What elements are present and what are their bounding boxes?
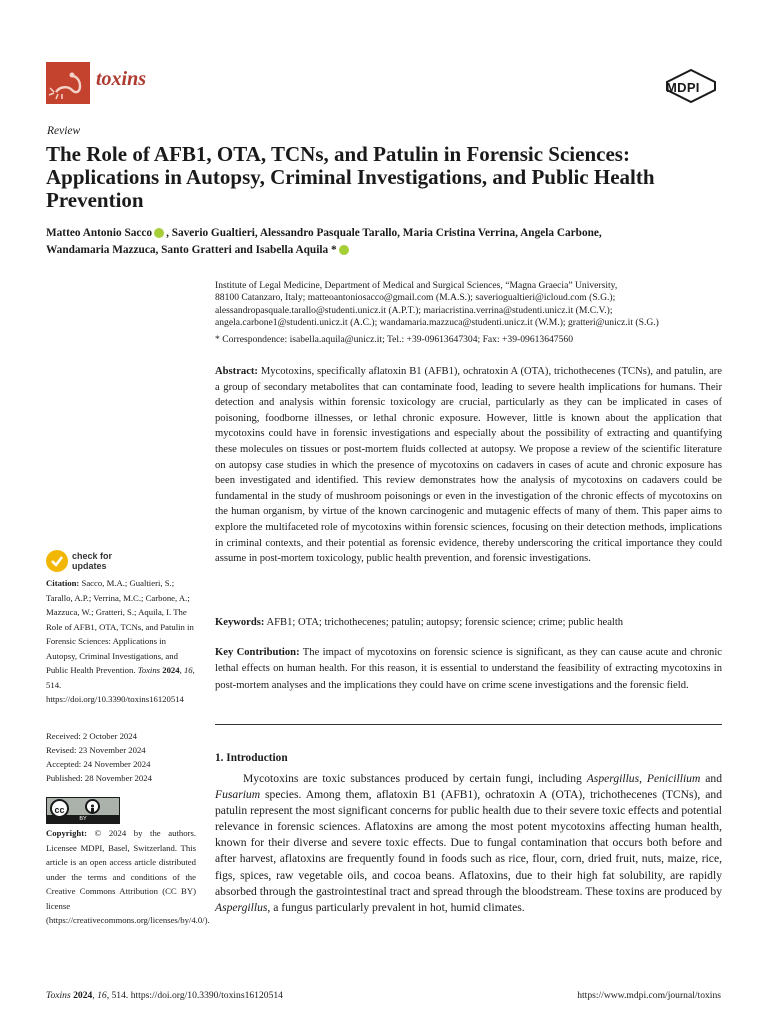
authors-rest: , Saverio Gualtieri, Alessandro Pasquale Tarallo, Maria Cristina Verrina, Angela Carbone, bbox=[166, 227, 602, 239]
footer-citation: Toxins 2024, 16, 514. https://doi.org/10.3390/toxins16120514 bbox=[46, 990, 283, 1001]
publication-dates bbox=[46, 729, 196, 785]
affiliation-line: Institute of Legal Medicine, Department of Medical and Surgical Sciences, “Magna Graecia” University, bbox=[215, 280, 618, 291]
intro-text: , a fungus particularly prevalent in hot, humid climates. bbox=[267, 900, 525, 914]
cc-by-license-badge[interactable] bbox=[46, 797, 120, 824]
citation-label: Citation: bbox=[46, 578, 80, 588]
scorpion-icon bbox=[46, 62, 90, 104]
citation-journal: Toxins bbox=[137, 665, 161, 675]
citation-year: 2024 bbox=[162, 665, 180, 675]
intro-text: , bbox=[639, 772, 643, 785]
affiliation-line: angela.carbone1@studenti.unicz.it (A.C.); wandamaria.mazzuca@studenti.unicz.it (W.M.); gratteri@unicz.it (S.G.) bbox=[215, 317, 659, 329]
affiliation-line: 88100 Catanzaro, Italy; matteoantoniosacco@gmail.com (M.A.S.); saveriogualtieri@icloud.com (S.G.); bbox=[215, 292, 616, 304]
key-contribution-label: Key Contribution: bbox=[215, 647, 300, 658]
footer-journal-url[interactable]: https://www.mdpi.com/journal/toxins bbox=[577, 990, 721, 1001]
article-title: The Role of AFB1, OTA, TCNs, and Patulin in Forensic Sciences: Applications in Autopsy, Criminal Investigations, and Public Health Prevention bbox=[46, 142, 655, 212]
key-contribution bbox=[215, 645, 722, 694]
check-updates-line2: updates bbox=[72, 561, 107, 571]
copyright-label: Copyright: bbox=[46, 828, 88, 838]
footer-year: 2024 bbox=[73, 990, 93, 1001]
person-icon bbox=[85, 799, 100, 814]
copyright-text: © 2024 by the authors. Licensee MDPI, Basel, Switzerland. This article is an open access article distributed under the terms and conditions of the Creative Commons Attribution (CC BY) license (https://creativecommons.org/licenses/by/4.0/). bbox=[46, 828, 210, 925]
cc-icon: cc bbox=[50, 799, 69, 818]
orcid-icon[interactable] bbox=[339, 245, 349, 255]
orcid-icon[interactable] bbox=[154, 228, 164, 238]
citation-doi[interactable]: , 514. https://doi.org/10.3390/toxins16120514 bbox=[46, 665, 195, 704]
footer-journal: Toxins bbox=[46, 990, 71, 1001]
footer-doi[interactable]: , 514. https://doi.org/10.3390/toxins16120514 bbox=[106, 990, 283, 1001]
genus-name: Aspergillus bbox=[586, 772, 640, 785]
keywords-text: AFB1; OTA; trichothecenes; patulin; autopsy; forensic science; crime; public health bbox=[266, 617, 624, 628]
journal-logo bbox=[46, 62, 90, 104]
section-heading-introduction: 1. Introduction bbox=[215, 752, 288, 764]
intro-text: species. Among them, aflatoxin B1 (AFB1), ochratoxin A (OTA), trichothecenes (TCNs), and patulin represent the most significant concerns for public health due to their severe toxic effects and potential relevance in forensic sciences. Aflatoxins are among the most potent mycotoxins affecting human health, known for their diverse and severe toxic effects. Due to fungal contamination that occurs both before and after harvest, aflatoxins are frequently found in foods such as rice, flour, corn, dried fruit, nuts, maize, rice, figs, spices, raw vegetable oils, and cocoa beans. Aflatoxins, due to their high fat solubility, are rapidly absorbed through the gastrointestinal tract and spread through the bloodstream. These toxins are produced by bbox=[215, 788, 722, 898]
section-divider bbox=[215, 724, 722, 725]
affiliations bbox=[215, 280, 725, 330]
journal-name[interactable]: toxins bbox=[96, 68, 147, 90]
author-first[interactable]: Matteo Antonio Sacco bbox=[46, 227, 153, 239]
footer-volume: 16 bbox=[97, 990, 107, 1001]
authors-line2: Wandamaria Mazzuca, Santo Gratteri and Isabella Aquila * bbox=[46, 244, 337, 256]
abstract-text: Mycotoxins, specifically aflatoxin B1 (AFB1), ochratoxin A (OTA), trichothecenes (TCNs), and patulin, are a group of secondary metabolites that can contaminate food, leading to severe health implications for humans. Their detection and analysis within forensic toxicology are crucial, particularly as they can be implicated in cases of poisoning, foodborne illnesses, or lethal chronic exposure. However, little is known about the application that mycotoxins could have in forensic investigations and especially about the possibility of extracting and quantifying these molecules on tissues or post-mortem fluids collected at autopsy. We propose a review of the scientific literature on autopsy case studies in which the presence of mycotoxins on cadavers in cases of acute and chronic exposure has been investigated and identified. This review demonstrates how the analysis of mycotoxins on cadavers could be fundamental in the study of mushroom poisonings or even in the investigation of the chronic effects of mycotoxins on the human organism, by virtue of the known carcinogenic and mutagenic effects of many of them. This paper aims to explore the multifaceted role of mycotoxins within forensic sciences, focusing on their detection methods, implications in criminal contexts, and their potential as forensic evidence, thereby underscoring the critical importance they could assume in post-mortem toxicology, public health prevention, and forensic investigations. bbox=[215, 366, 722, 565]
citation-text: Sacco, M.A.; Gualtieri, S.; Tarallo, A.P.; Verrina, M.C.; Carbone, A.; Mazzuca, W.; Gratteri, S.; Aquila, I. The Role of AFB1, OTA, TCNs, and Patulin in Forensic Sciences: Applications in Autopsy, Criminal Investigations, and Public Health Prevention. bbox=[46, 578, 194, 675]
keywords-label: Keywords: bbox=[215, 617, 265, 628]
intro-text: Mycotoxins are toxic substances produced by certain fungi, including bbox=[243, 772, 582, 785]
date-revised: Revised: 23 November 2024 bbox=[46, 745, 146, 755]
abstract-label: Abstract: bbox=[215, 366, 258, 377]
check-for-updates-badge[interactable] bbox=[46, 550, 166, 574]
checkmark-icon bbox=[46, 550, 68, 572]
publisher-name: MDPI bbox=[666, 80, 700, 95]
mdpi-logo[interactable] bbox=[664, 68, 718, 104]
correspondence: * Correspondence: isabella.aquila@unicz.it; Tel.: +39-09613647304; Fax: +39-09613647560 bbox=[215, 334, 573, 345]
date-published: Published: 28 November 2024 bbox=[46, 773, 152, 783]
check-updates-line1: check for bbox=[72, 551, 113, 561]
intro-text: and bbox=[705, 772, 722, 785]
date-accepted: Accepted: 24 November 2024 bbox=[46, 759, 151, 769]
genus-name: Fusarium bbox=[215, 788, 261, 802]
genus-name: Aspergillus bbox=[215, 900, 268, 914]
cc-by-label: BY bbox=[79, 816, 87, 822]
copyright bbox=[46, 826, 210, 928]
article-type: Review bbox=[47, 125, 81, 137]
citation-volume: 16 bbox=[183, 665, 193, 675]
keywords bbox=[215, 615, 722, 631]
affiliation-line: alessandropasquale.tarallo@studenti.unicz.it (A.P.T.); mariacristina.verrina@studenti.unicz.it (M.C.V.); bbox=[215, 304, 613, 316]
author-list bbox=[46, 225, 736, 259]
citation: Citation: Sacco, M.A.; Gualtieri, S.; Tarallo, A.P.; Verrina, M.C.; Carbone, A.; Mazzuca, W.; Gratteri, S.; Aquila, I. The Role of AFB1, OTA, TCNs, and Patulin in Forensic Sciences: Applications in Autopsy, Criminal Investigations, and Public Health Prevention. Toxins 2024, 16, 514. https://doi.org/10.3390/toxins16120514 bbox=[46, 578, 195, 704]
introduction-paragraph bbox=[215, 771, 722, 916]
abstract bbox=[215, 364, 722, 567]
key-contribution-text: The impact of mycotoxins on forensic science is significant, as they can cause acute and chronic lethal effects on human health. For this reason, it is essential to understand the feasibility of extracting mycotoxins in post-mortem analyses and the implications they could have on crime scene investigations and the forensic field. bbox=[215, 647, 722, 691]
genus-name: Penicillium bbox=[646, 772, 701, 785]
date-received: Received: 2 October 2024 bbox=[46, 731, 137, 741]
